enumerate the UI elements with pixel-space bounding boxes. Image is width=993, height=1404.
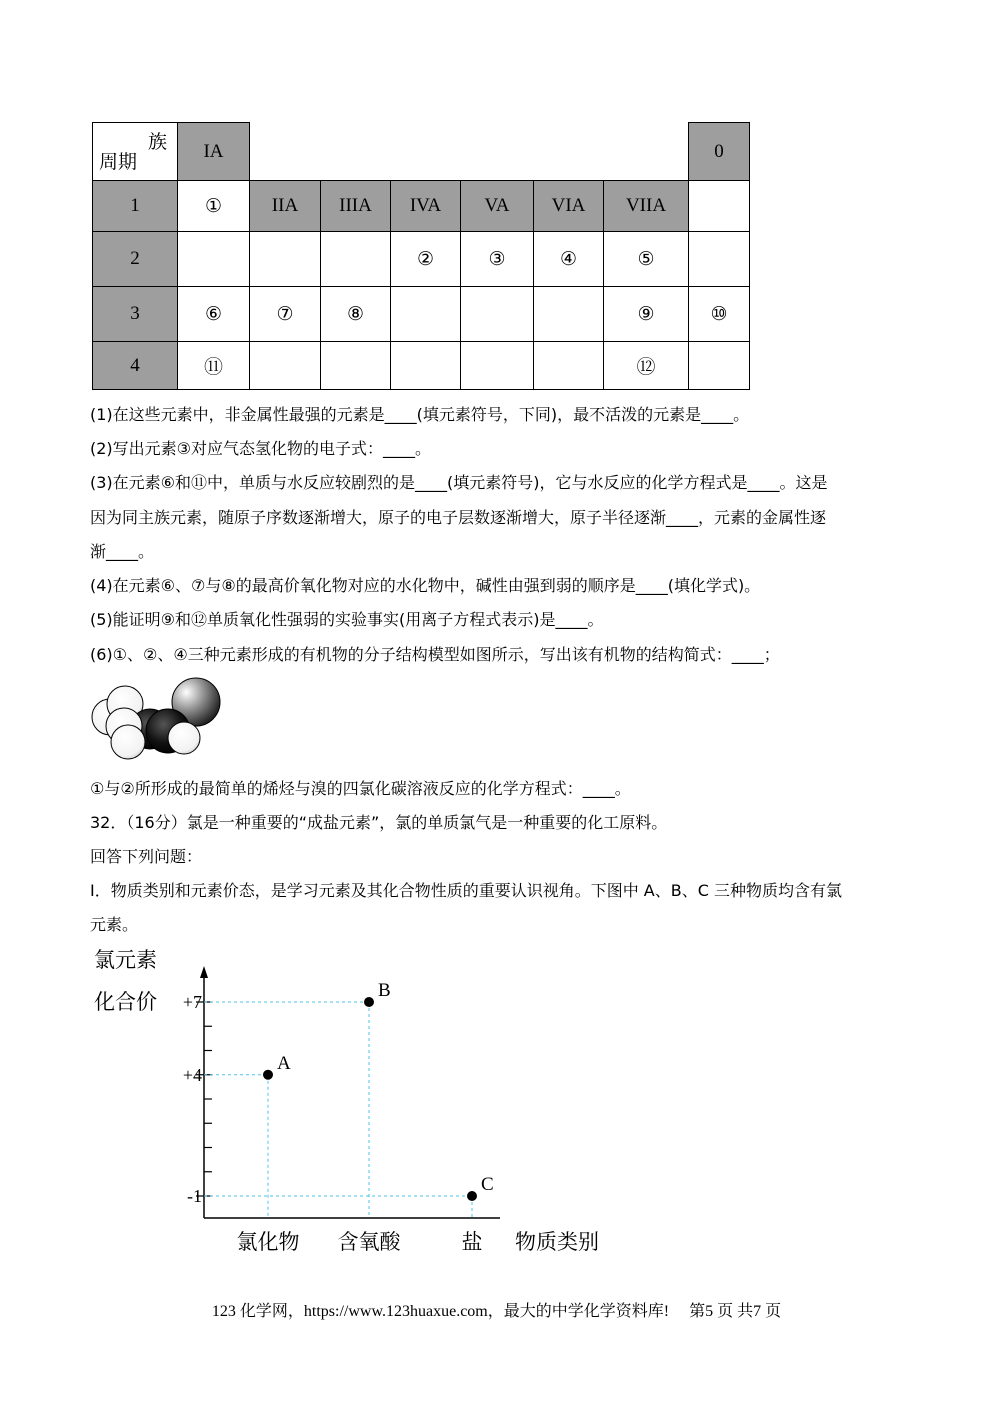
table-cell xyxy=(534,342,604,390)
page-footer: 123 化学网，https://www.123huaxue.com，最大的中学化学资料库! 第5 页 共7 页 xyxy=(211,1303,782,1320)
table-cell xyxy=(250,342,321,390)
table-cell xyxy=(391,342,461,390)
point-label-C: C xyxy=(481,1174,494,1195)
group-header-ia: IA xyxy=(178,123,250,181)
chart-ylabel-line1: 氯元素 xyxy=(94,948,157,972)
period-2: 2 xyxy=(93,232,178,287)
group-header-iva: IVA xyxy=(391,181,461,232)
period-3: 3 xyxy=(93,287,178,342)
element-mark-4: ④ xyxy=(534,232,604,287)
data-point-C xyxy=(467,1191,477,1201)
element-mark-5: ⑤ xyxy=(604,232,689,287)
element-mark-1: ① xyxy=(178,181,250,232)
table-cell xyxy=(321,232,391,287)
question-2: (2)写出元素③对应气态氢化物的电子式：____。 xyxy=(90,439,432,458)
answer-prompt: 回答下列问题： xyxy=(90,847,203,866)
chart-ylabel-line2: 化合价 xyxy=(94,990,157,1014)
xtick-label-oxyacid: 含氧酸 xyxy=(337,1230,401,1254)
table-cell xyxy=(250,232,321,287)
ytick-label-minus1: -1 xyxy=(187,1186,202,1206)
element-mark-7: ⑦ xyxy=(250,287,321,342)
group-header-viia: VIIA xyxy=(604,181,689,232)
group-header-va: VA xyxy=(461,181,534,232)
molecule-model-image xyxy=(88,674,228,764)
table-cell xyxy=(461,342,534,390)
table-cell xyxy=(689,232,750,287)
element-mark-8: ⑧ xyxy=(321,287,391,342)
period-1: 1 xyxy=(93,181,178,232)
element-mark-6: ⑥ xyxy=(178,287,250,342)
table-cell xyxy=(689,342,750,390)
group-header-iiia: IIIA xyxy=(321,181,391,232)
guide-lines xyxy=(204,1002,472,1218)
data-points xyxy=(263,980,494,1201)
corner-period-label: 周期 xyxy=(99,152,138,173)
question-3-line3: 渐____。 xyxy=(90,542,155,561)
element-mark-2: ② xyxy=(391,232,461,287)
table-cell xyxy=(534,287,604,342)
valence-category-chart xyxy=(80,940,640,1270)
xtick-label-chloride: 氯化物 xyxy=(236,1230,300,1254)
period-4: 4 xyxy=(93,342,178,390)
ytick-label-plus7: +7 xyxy=(182,992,202,1012)
element-mark-11: ⑪ xyxy=(178,342,250,390)
element-mark-3: ③ xyxy=(461,232,534,287)
chart-xlabel: 物质类别 xyxy=(515,1230,599,1254)
part-1-line2: 元素。 xyxy=(90,915,139,934)
data-point-A xyxy=(263,1070,273,1080)
table-cell xyxy=(391,287,461,342)
point-label-B: B xyxy=(378,980,391,1001)
element-mark-10: ⑩ xyxy=(689,287,750,342)
question-3-line1: (3)在元素⑥和⑪中，单质与水反应较剧烈的是____(填元素符号)，它与水反应的化学方程式是____。这是 xyxy=(90,473,828,492)
element-mark-9: ⑨ xyxy=(604,287,689,342)
question-6: (6)①、②、④三种元素形成的有机物的分子结构模型如图所示，写出该有机物的结构简式：____； xyxy=(90,645,780,664)
periodic-table xyxy=(92,122,750,390)
table-cell xyxy=(689,181,750,232)
question-5: (5)能证明⑨和⑫单质氧化性强弱的实验事实(用离子方程式表示)是____。 xyxy=(90,610,604,629)
element-mark-12: ⑫ xyxy=(604,342,689,390)
xtick-label-salt: 盐 xyxy=(461,1230,483,1254)
table-cell xyxy=(321,342,391,390)
part-1-line1: I．物质类别和元素价态，是学习元素及其化合物性质的重要认识视角。下图中 A、B、C 三种物质均含有氯 xyxy=(90,881,842,900)
data-point-B xyxy=(364,997,374,1007)
group-header-via: VIA xyxy=(534,181,604,232)
point-label-A: A xyxy=(277,1052,291,1074)
group-header-0: 0 xyxy=(689,123,750,181)
table-cell xyxy=(461,287,534,342)
question-6b: ①与②所形成的最简单的烯烃与溴的四氯化碳溶液反应的化学方程式：____。 xyxy=(90,779,631,798)
corner-group-label: 族 xyxy=(147,132,167,153)
ytick-label-plus4: +4 xyxy=(182,1064,202,1085)
table-corner xyxy=(93,123,178,181)
table-cell xyxy=(178,232,250,287)
y-axis-arrow-icon xyxy=(200,966,208,978)
group-header-iia: IIA xyxy=(250,181,321,232)
question-3-line2: 因为同主族元素，随原子序数逐渐增大，原子的电子层数逐渐增大，原子半径逐渐____，元素的金属性逐 xyxy=(90,508,827,527)
question-4: (4)在元素⑥、⑦与⑧的最高价氧化物对应的水化物中，碱性由强到弱的顺序是____(填化学式)。 xyxy=(90,576,761,595)
question-1: (1)在这些元素中，非金属性最强的元素是____(填元素符号，下同)，最不活泼的元素是____。 xyxy=(90,405,750,424)
question-32-intro: 32．（16分）氯是一种重要的“成盐元素”，氯的单质氯气是一种重要的化工原料。 xyxy=(90,813,668,832)
